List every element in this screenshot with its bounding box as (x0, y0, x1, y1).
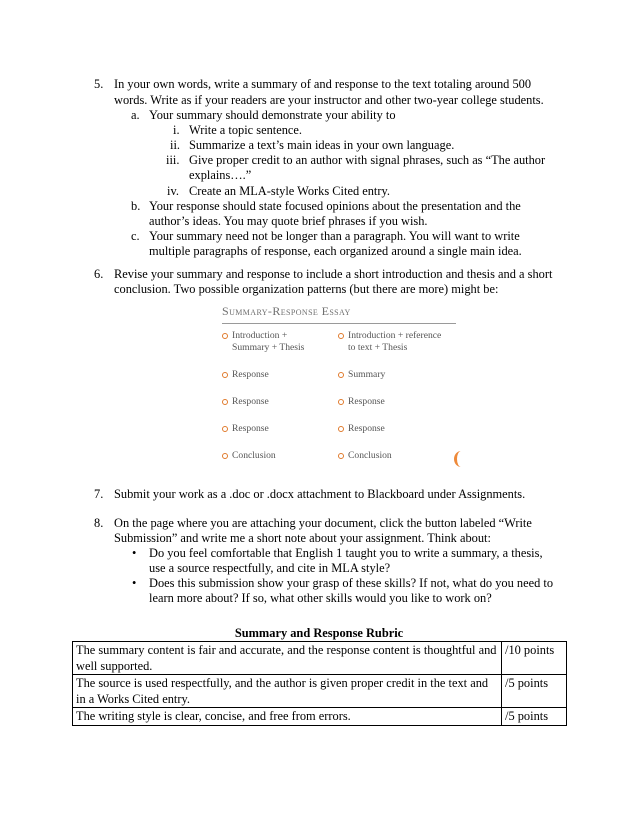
bullet-circle-icon (338, 426, 344, 432)
item-5c-line-2: multiple paragraphs of response, each organized around a single main idea. (149, 244, 522, 258)
bullet-circle-icon (222, 453, 228, 459)
bullet-circle-icon (222, 333, 228, 339)
rubric-points: /5 points (502, 675, 567, 708)
rubric-criterion: The summary content is fair and accurate, and the response content is thoughtful and well supported. (73, 642, 502, 675)
bullet-circle-icon (222, 372, 228, 378)
item-5c-line-1: Your summary need not be longer than a paragraph. You will want to write (149, 229, 520, 243)
right-pattern-item-continuation: to text + Thesis (348, 342, 408, 353)
item-5a-i-text: Write a topic sentence. (189, 123, 303, 137)
item-5a-iii-marker: iii. (166, 153, 180, 167)
table-row (73, 708, 567, 726)
item-7-number: 7. (94, 487, 104, 501)
essay-figure-title: Summary-Response Essay (222, 304, 351, 318)
bullet-circle-icon (338, 399, 344, 405)
item-5-line-1: In your own words, write a summary of and response to the text totaling around 500 (114, 77, 532, 91)
bullet-dot-icon: • (132, 576, 137, 590)
item-5-number: 5. (94, 77, 104, 91)
table-row (73, 675, 567, 708)
bullet-circle-icon (338, 333, 344, 339)
bullet-circle-icon (222, 426, 228, 432)
essay-figure-rule (222, 323, 456, 324)
item-5a-iii-line-2: explains….” (189, 168, 252, 182)
item-8-line-2: Submission” and write me a short note about your assignment. Think about: (114, 531, 491, 545)
item-5a-marker: a. (131, 108, 140, 122)
bullet-circle-icon (338, 372, 344, 378)
item-8-bullet-2-line-2: learn more about? If so, what other skills would you like to work on? (149, 591, 492, 605)
item-5b-line-2: author’s ideas. You may quote brief phrases if you wish. (149, 214, 428, 228)
item-8-line-1: On the page where you are attaching your document, click the button labeled “Write (114, 516, 532, 530)
item-5a-iv-text: Create an MLA-style Works Cited entry. (189, 184, 390, 198)
item-5a-iv-marker: iv. (167, 184, 179, 198)
item-5b-marker: b. (131, 199, 141, 213)
item-6-line-2: conclusion. Two possible organization patterns (but there are more) might be: (114, 282, 499, 296)
rubric-criterion: The writing style is clear, concise, and free from errors. (73, 708, 502, 726)
item-5b-line-1: Your response should state focused opinions about the presentation and the (149, 199, 521, 213)
decorative-arc-icon (454, 451, 468, 467)
item-5a-ii-text: Summarize a text’s main ideas in your own language. (189, 138, 455, 152)
item-7-text: Submit your work as a .doc or .docx attachment to Blackboard under Assignments. (114, 487, 526, 501)
bullet-circle-icon (338, 453, 344, 459)
item-5a-iii-line-1: Give proper credit to an author with signal phrases, such as “The author (189, 153, 546, 167)
item-5a-text: Your summary should demonstrate your ability to (149, 108, 396, 122)
item-6-number: 6. (94, 267, 104, 281)
item-6-line-1: Revise your summary and response to include a short introduction and thesis and a short (114, 267, 553, 281)
item-8-number: 8. (94, 516, 104, 530)
rubric-points: /10 points (502, 642, 567, 675)
left-pattern-item-continuation: Summary + Thesis (232, 342, 305, 353)
bullet-dot-icon: • (132, 546, 137, 560)
item-8-bullet-1-line-2: use a source respectfully, and cite in MLA style? (149, 561, 391, 575)
rubric-points: /5 points (502, 708, 567, 726)
summary-response-essay-figure: Summary-Response Essay Introduction + Summary + Thesis Response Response Response Conclusion Introduction + reference to text + Thesis Summary Response Response Conclusion (218, 304, 468, 469)
item-5a-ii-marker: ii. (170, 138, 180, 152)
item-5a-i-marker: i. (173, 123, 180, 137)
table-row (73, 642, 567, 675)
bullet-circle-icon (222, 399, 228, 405)
item-8-bullet-2-line-1: Does this submission show your grasp of these skills? If not, what do you need to (149, 576, 554, 590)
rubric-title: Summary and Response Rubric (234, 626, 404, 640)
rubric-table (72, 641, 567, 726)
item-5-line-2: words. Write as if your readers are your instructor and other two-year college students. (114, 93, 544, 107)
item-5c-marker: c. (131, 229, 140, 243)
item-8-bullet-1-line-1: Do you feel comfortable that English 1 taught you to write a summary, a thesis, (149, 546, 543, 560)
rubric-criterion: The source is used respectfully, and the author is given proper credit in the text and in a Works Cited entry. (73, 675, 502, 708)
